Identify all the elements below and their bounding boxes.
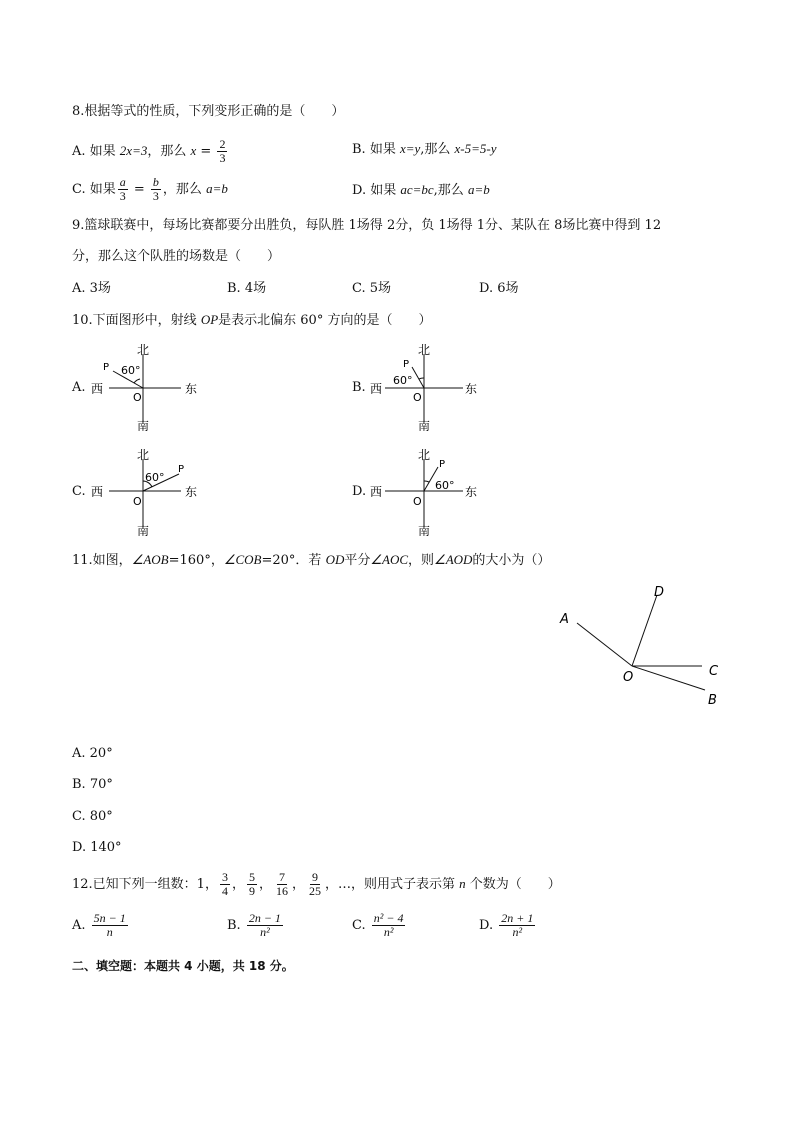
q8-option-b: B. 如果 x=y,那么 x-5=5-y — [352, 141, 497, 157]
svg-text:南: 南 — [418, 524, 431, 538]
q9-stem-line1: 9.篮球联赛中，每场比赛都要分出胜负，每队胜 1场得 2分，负 1场得 1分、某队在 8场比赛中得到 12 — [72, 218, 662, 233]
svg-text:O: O — [413, 495, 422, 508]
svg-text:O: O — [133, 391, 142, 404]
svg-text:东: 东 — [185, 485, 198, 499]
q11-option-c: C. 80° — [72, 809, 113, 824]
q8-option-a: A. 如果 2x=3，那么 x = $\frac{2}{3}$ — [72, 137, 226, 165]
svg-text:P: P — [178, 464, 185, 475]
section-heading-fill-in: 二、填空题：本题共 4 小题，共 18 分。 — [72, 959, 294, 973]
compass-diagram-a — [85, 340, 215, 435]
q10-option-a-label: A. — [72, 380, 86, 395]
q9-option-b: B. 4场 — [227, 281, 267, 296]
q12-option-b: B. $\frac{2n - 1}{\text{n²}}$ — [227, 911, 281, 939]
svg-text:西: 西 — [91, 382, 104, 396]
svg-text:西: 西 — [370, 485, 383, 499]
svg-text:南: 南 — [137, 524, 150, 538]
svg-text:P: P — [103, 362, 110, 373]
svg-text:A: A — [560, 612, 569, 627]
q9-option-c: C. 5场 — [352, 281, 392, 296]
svg-text:南: 南 — [137, 419, 150, 433]
q11-option-d: D. 140° — [72, 840, 122, 855]
svg-text:P: P — [439, 459, 446, 470]
q10-option-c-label: C. — [72, 484, 86, 499]
q12-option-d: D. $\frac{2n + 1}{\text{n²}}$ — [479, 911, 534, 939]
svg-text:P: P — [403, 359, 410, 370]
svg-text:北: 北 — [418, 343, 431, 357]
svg-text:O: O — [623, 670, 634, 685]
q12-stem: 12.已知下列一组数：1， $\frac{3}{4}$ ， $\frac{5}{9}$ ， $\frac{7}{16}$ ， $\frac{9}{25}$ ，…，则用式子表示第 n 个数为（ ） — [72, 870, 561, 898]
svg-text:O: O — [133, 495, 142, 508]
svg-text:东: 东 — [465, 382, 478, 396]
svg-text:东: 东 — [185, 382, 198, 396]
svg-text:D: D — [654, 585, 665, 600]
q8-option-d: D. 如果 ac=bc,那么 a=b — [352, 182, 490, 198]
svg-text:60°: 60° — [393, 374, 413, 387]
angle-diagram — [550, 580, 730, 715]
svg-text:60°: 60° — [121, 364, 141, 377]
svg-text:北: 北 — [418, 448, 431, 462]
q12-option-a: A. $\frac{5n - 1}{n}$ — [72, 911, 126, 939]
svg-text:北: 北 — [137, 343, 150, 357]
q11-option-b: B. 70° — [72, 777, 113, 792]
q8-stem: 8.根据等式的性质，下列变形正确的是（ ） — [72, 104, 345, 119]
q10-stem: 10.下面图形中，射线 OP是表示北偏东 60° 方向的是（ ） — [72, 312, 432, 328]
q9-stem-line2: 分，那么这个队胜的场数是（ ） — [72, 249, 281, 264]
svg-text:北: 北 — [137, 448, 150, 462]
q8-option-c: C. 如果 $\frac{a}{3}$ = $\frac{b}{3}$ ，那么 a=b — [72, 175, 228, 203]
svg-text:西: 西 — [91, 485, 104, 499]
q11-stem: 11.如图，∠AOB=160°，∠COB=20°．若 OD平分∠AOC，则∠AOD的大小为（） — [72, 552, 551, 568]
q12-option-c: C. $\frac{\text{n² − 4}}{\text{n²}}$ — [352, 911, 404, 939]
q9-option-a: A. 3场 — [72, 281, 111, 296]
compass-diagram-d — [365, 445, 495, 540]
svg-text:西: 西 — [370, 382, 383, 396]
svg-text:南: 南 — [418, 419, 431, 433]
q11-option-a: A. 20° — [72, 746, 113, 761]
q10-option-d-label: D. — [352, 484, 367, 499]
svg-text:B: B — [708, 693, 717, 708]
q9-option-d: D. 6场 — [479, 281, 519, 296]
svg-text:O: O — [413, 391, 422, 404]
q10-option-b-label: B. — [352, 380, 366, 395]
svg-text:东: 东 — [465, 485, 478, 499]
svg-text:C: C — [709, 664, 719, 679]
svg-text:60°: 60° — [435, 479, 455, 492]
compass-diagram-c — [85, 445, 215, 540]
svg-text:60°: 60° — [145, 471, 165, 484]
compass-diagram-b — [365, 340, 495, 435]
